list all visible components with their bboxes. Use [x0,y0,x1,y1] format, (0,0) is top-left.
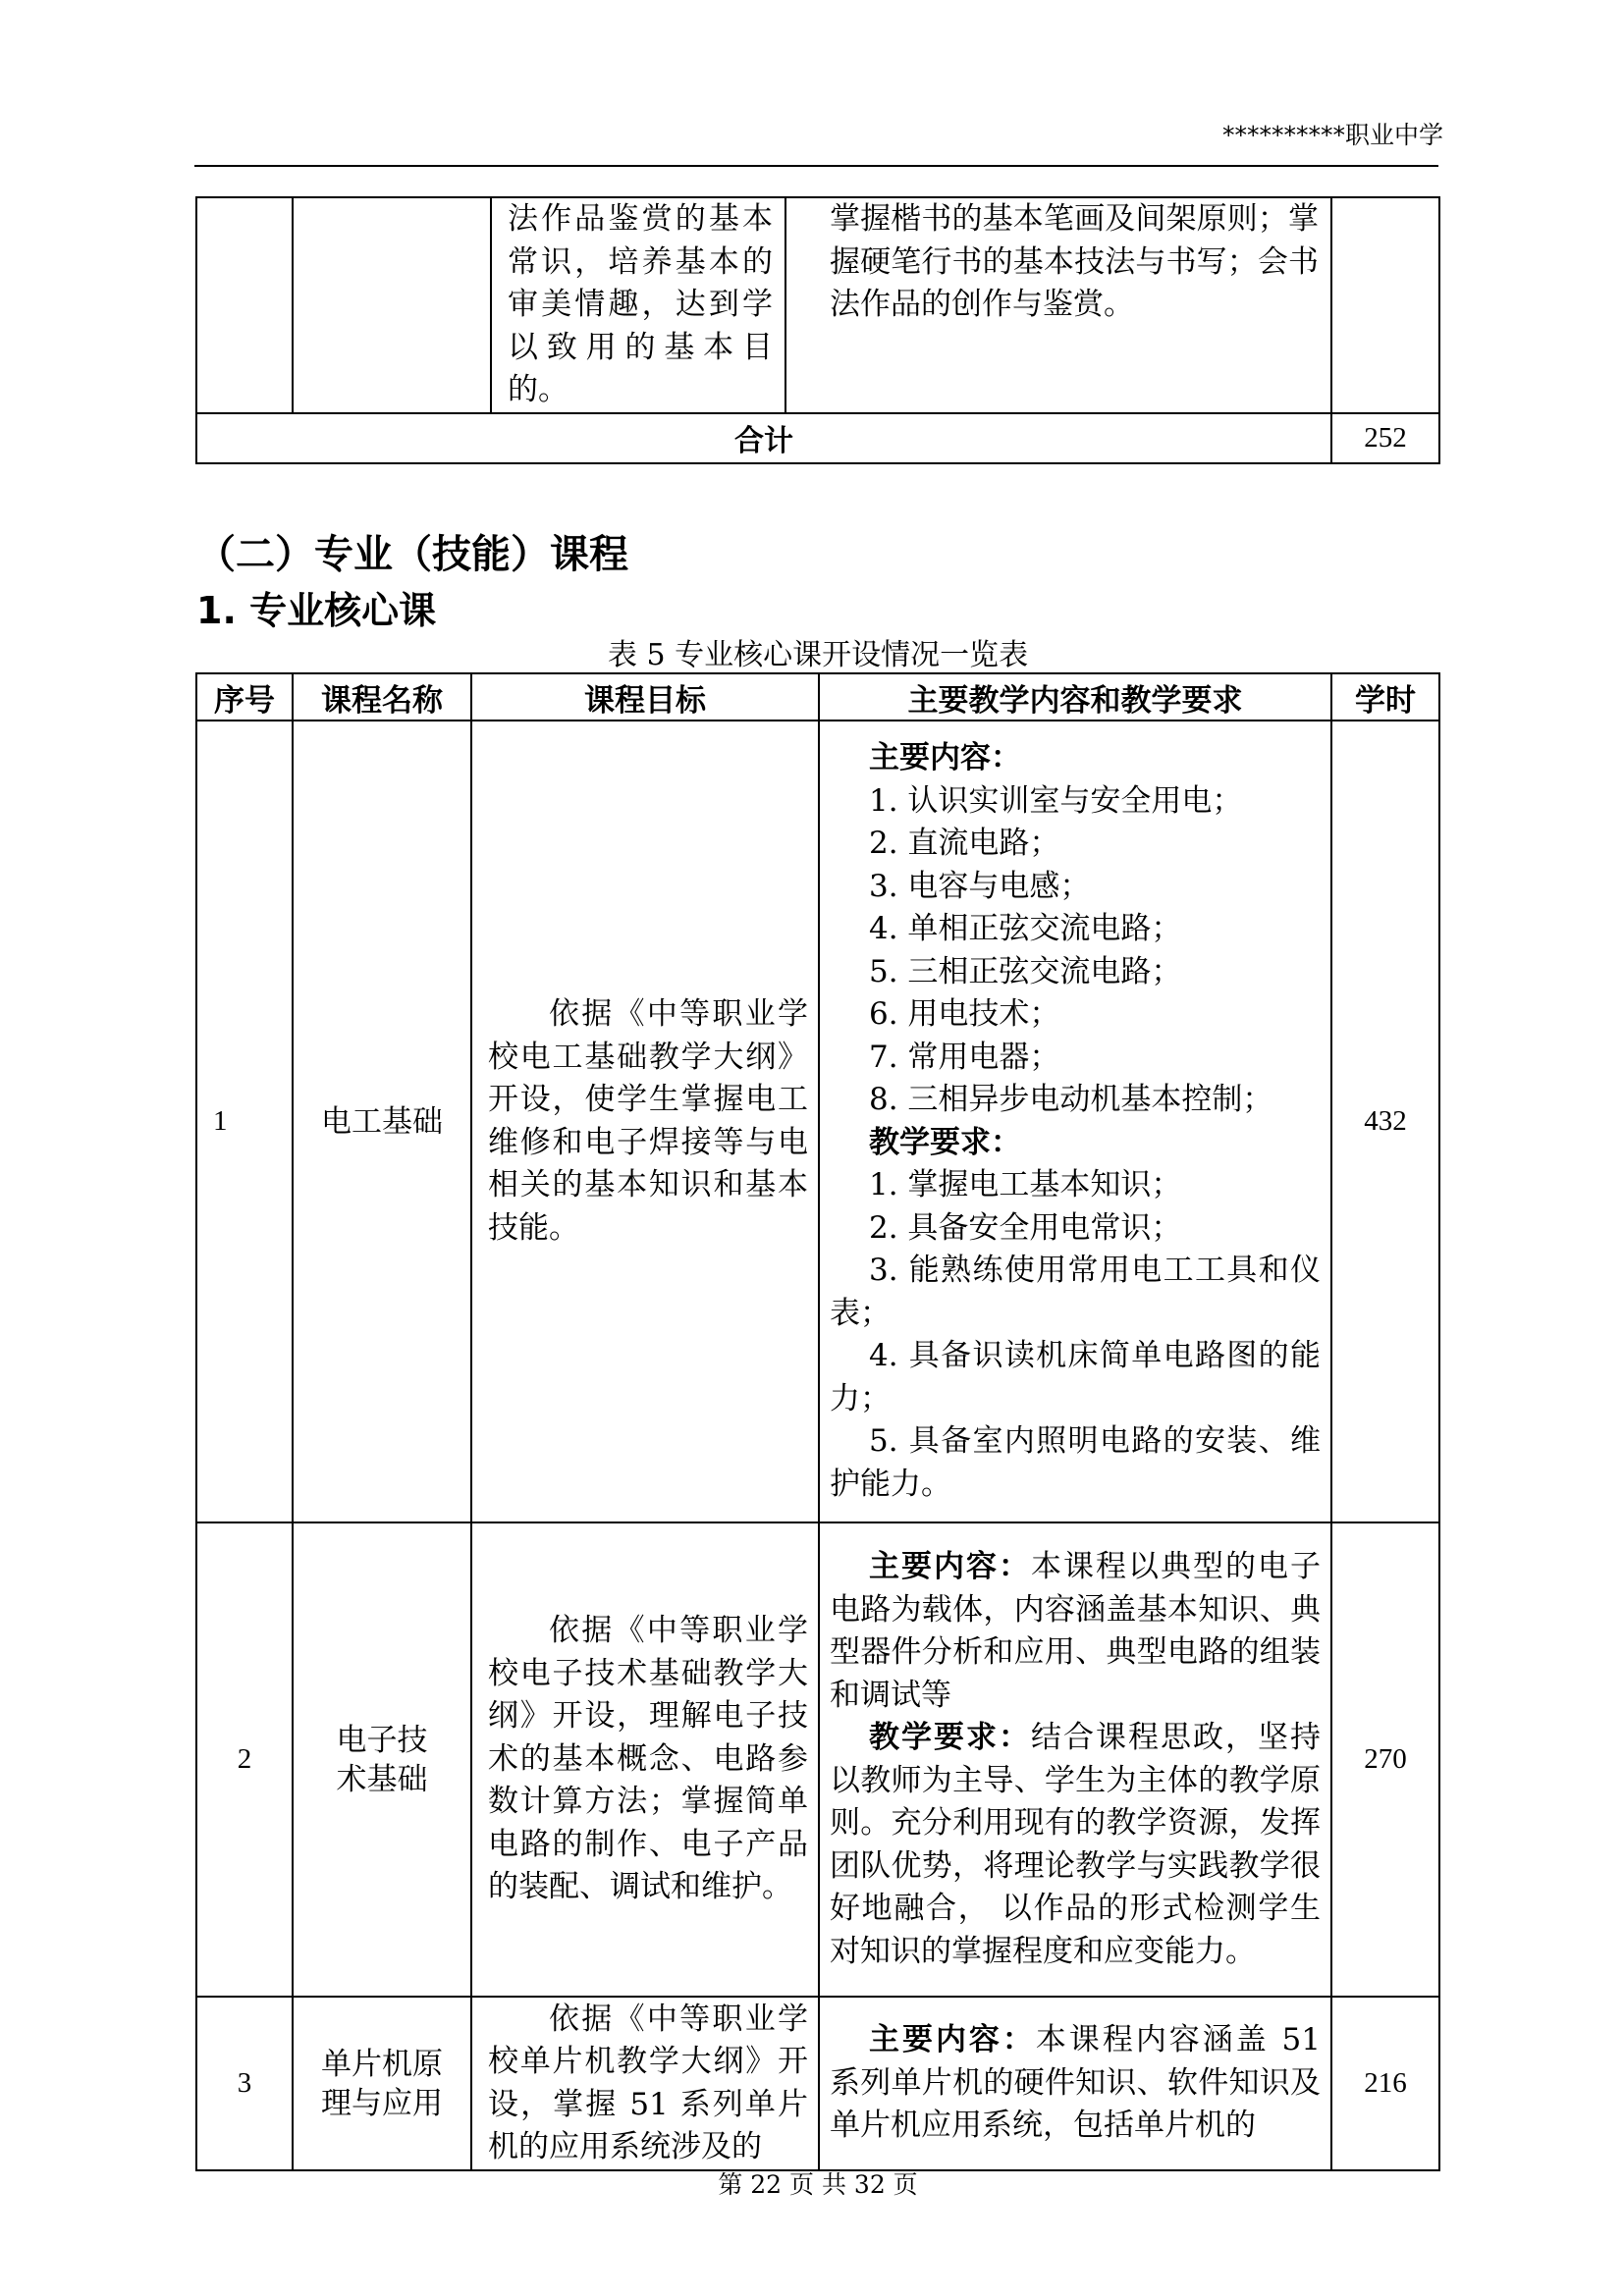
prev-content-cell [785,197,1331,413]
row-course-name [293,1997,471,2170]
content-heading: 主要内容： [869,1549,1031,1584]
content-item: 2. 直流电路； [869,826,1060,861]
table-row [196,721,1439,1522]
row-course-name [293,1522,471,1997]
row-content [819,1997,1331,2170]
content-item: 5. 三相正弦交流电路； [869,953,1182,989]
prev-name-cell [293,197,491,413]
header-seq: 序号 [196,673,293,721]
content-item: 8. 三相异步电动机基本控制； [869,1082,1273,1117]
requirement-item: 2. 具备安全用电常识； [869,1209,1182,1246]
content-heading: 主要内容： [869,2022,1036,2058]
row-goal-text: 依据《中等职业学校电工基础教学大纲》开设，使学生掌握电工维修和电子焊接等与电相关的基本知识和基本技能。 [488,996,808,1246]
content-heading: 主要内容： [869,740,1021,775]
header-content-requirements: 主要教学内容和教学要求 [819,673,1331,721]
row-seq: 1 [196,721,293,1522]
row-course-goal [471,1997,819,2170]
section-heading: （二）专业（技能）课程 [196,532,628,577]
row-seq: 3 [196,1997,293,2170]
requirement-item: 4. 具备识读机床简单电路图的能力； [830,1338,1321,1416]
page-footer: 第 22 页 共 32 页 [718,2170,918,2199]
section-subheading: 1. 专业核心课 [196,589,437,632]
row-course-goal [471,1522,819,1997]
row-hours: 270 [1331,1522,1439,1997]
total-hours: 252 [1331,413,1439,463]
requirements-heading: 教学要求： [869,1124,1021,1160]
requirement-item: 1. 掌握电工基本知识； [869,1167,1182,1202]
content-text: 本课程以典型的电子电路为载体，内容涵盖基本知识、典型器件分析和应用、典型电路的组装和调试等 [830,1549,1321,1713]
prev-content-text: 掌握楷书的基本笔画及间架原则；掌握硬笔行书的基本技法与书写；会书法作品的创作与鉴赏。 [830,201,1319,322]
row-goal-text: 依据《中等职业学校单片机教学大纲》开设，掌握 51 系列单片机的应用系统涉及的 [488,2001,808,2164]
table-row [196,1522,1439,1997]
content-item: 4. 单相正弦交流电路； [869,911,1182,946]
core-courses-table [195,672,1440,2171]
row-course-name-text: 单片机原理与应用 [321,2046,443,2121]
row-seq: 2 [196,1522,293,1997]
content-item: 6. 用电技术； [869,996,1060,1032]
total-label: 合计 [196,413,1331,463]
content-paragraph [830,1546,1321,1717]
row-course-name: 电工基础 [293,721,471,1522]
content-item: 3. 电容与电感； [869,868,1091,904]
prev-goal-text: 法作品鉴赏的基本常识，培养基本的审美情趣，达到学以致用的基本目的。 [508,201,773,407]
header-course-goal: 课程目标 [471,673,819,721]
requirements-paragraph [830,1717,1321,1973]
row-content [819,721,1331,1522]
requirement-item: 3. 能熟练使用常用电工工具和仪表； [830,1253,1321,1331]
header-hours: 学时 [1331,673,1439,721]
table-row [196,1997,1439,2170]
row-hours: 216 [1331,1997,1439,2170]
header-school-name: **********职业中学 [1221,121,1443,149]
table-header-row [196,673,1439,721]
row-content [819,1522,1331,1997]
requirements-heading: 教学要求： [869,1720,1031,1755]
content-paragraph [830,2019,1321,2148]
prev-goal-cell [491,197,785,413]
row-hours: 432 [1331,721,1439,1522]
header-course-name: 课程名称 [293,673,471,721]
requirement-item: 5. 具备室内照明电路的安装、维护能力。 [830,1423,1321,1502]
row-course-goal [471,721,819,1522]
content-item: 1. 认识实训室与安全用电； [869,782,1243,819]
table-caption: 表 5 专业核心课开设情况一览表 [607,638,1029,672]
prev-hours-cell [1331,197,1439,413]
previous-table-continuation [195,196,1440,464]
prev-seq-cell [196,197,293,413]
row-course-name-text: 电子技术基础 [336,1722,428,1797]
header-rule [194,165,1438,167]
row-goal-text: 依据《中等职业学校电子技术基础教学大纲》开设，理解电子技术的基本概念、电路参数计算方法；掌握简单电路的制作、电子产品的装配、调试和维护。 [488,1613,808,1905]
requirements-text: 结合课程思政，坚持以教师为主导、学生为主体的教学原则。充分利用现有的教学资源，发挥团队优势，将理论教学与实践教学很好地融合， 以作品的形式检测学生对知识的掌握程度和应变能力。 [830,1720,1321,1969]
content-text: 本课程内容涵盖 51 系列单片机的硬件知识、软件知识及单片机应用系统，包括单片机的 [830,2022,1321,2144]
content-item: 7. 常用电器； [869,1039,1060,1075]
